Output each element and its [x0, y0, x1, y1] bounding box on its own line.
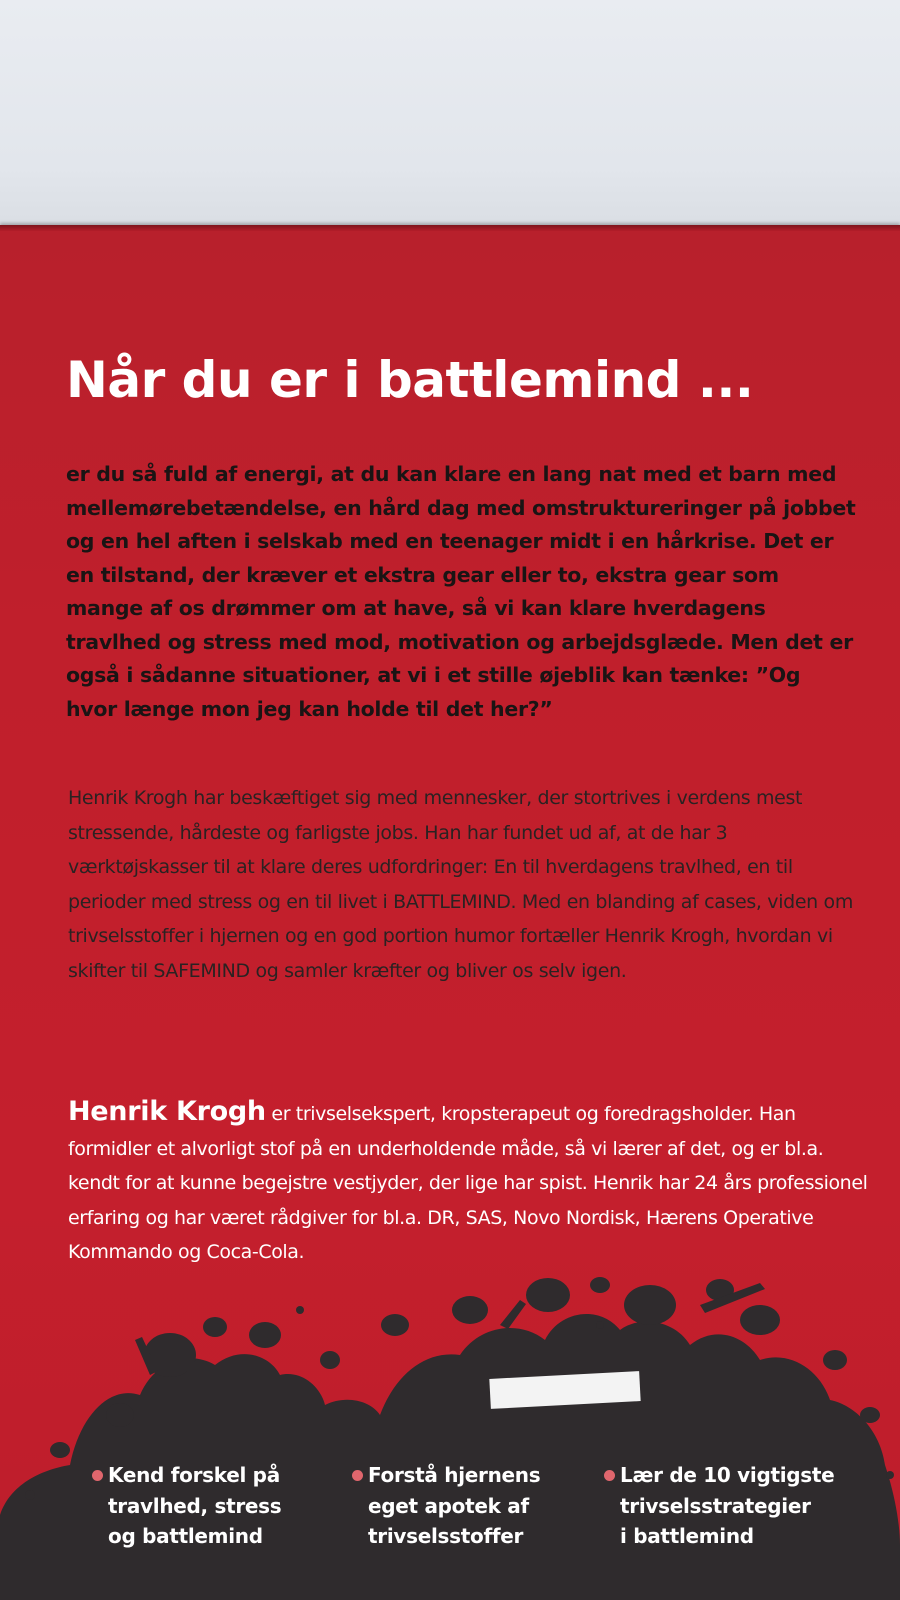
feature-text: Forstå hjernens eget apotek af trivselsstoffer — [368, 1463, 541, 1548]
feature-list — [0, 1460, 900, 1570]
feature-item — [620, 1460, 850, 1552]
bullet-dot-icon — [92, 1470, 103, 1481]
author-bio-text: er trivselsekspert, kropsterapeut og foredragsholder. Han formidler et alvorligt stof på en underholdende måde, så vi lærer af det, og er bl.a. kendt for at kunne begejstre vestjyder, der lige har spist. Henrik har 24 års professionel erfaring og har været rådgiver for bl.a. DR, SAS, Novo Nordisk, Hærens Operative Kommando og Coca-Cola. — [68, 1103, 868, 1263]
feature-item — [368, 1460, 598, 1552]
background-wall — [0, 0, 900, 240]
lead-paragraph: er du så fuld af energi, at du kan klare en lang nat med et barn med mellemørebetændelse, en hård dag med omstruktureringer på jobbet og en hel aften i selskab med en teenager midt i en hårkrise. Det er en tilstand, der kræver et ekstra gear eller to, ekstra gear som mange af os drømmer om at have, så vi kan klare hverdagens travlhed og stress med mod, motivation og arbejdsglæde. Men det er også i sådanne situationer, at vi i et stille øjeblik kan tænke: ”Og hvor længe mon jeg kan holde til det her?” — [66, 462, 856, 721]
feature-item — [108, 1460, 338, 1552]
description-paragraph: Henrik Krogh har beskæftiget sig med mennesker, der stortrives i verdens mest stressende, hårdeste og farligste jobs. Han har fundet ud af, at de har 3 værktøjskasser til at klare deres udfordringer: En til hverdagens travlhed, en til perioder med stress og en til livet i BATTLEMIND. Med en blanding af cases, viden om trivselsstoffer i hjernen og en god portion humor fortæller Henrik Krogh, hvordan vi skifter til SAFEMIND og samler kræfter og bliver os selv igen. — [68, 787, 853, 982]
bullet-dot-icon — [604, 1470, 615, 1481]
author-bio — [68, 1095, 868, 1270]
cover-headline: Når du er i battlemind ... — [66, 351, 754, 409]
feature-text: Lær de 10 vigtigste trivselsstrategier i battlemind — [620, 1463, 835, 1548]
bullet-dot-icon — [352, 1470, 363, 1481]
cover-top-edge — [0, 225, 900, 231]
feature-text: Kend forskel på travlhed, stress og battlemind — [108, 1463, 282, 1548]
book-back-cover — [0, 225, 900, 1600]
author-name: Henrik Krogh — [68, 1096, 266, 1127]
